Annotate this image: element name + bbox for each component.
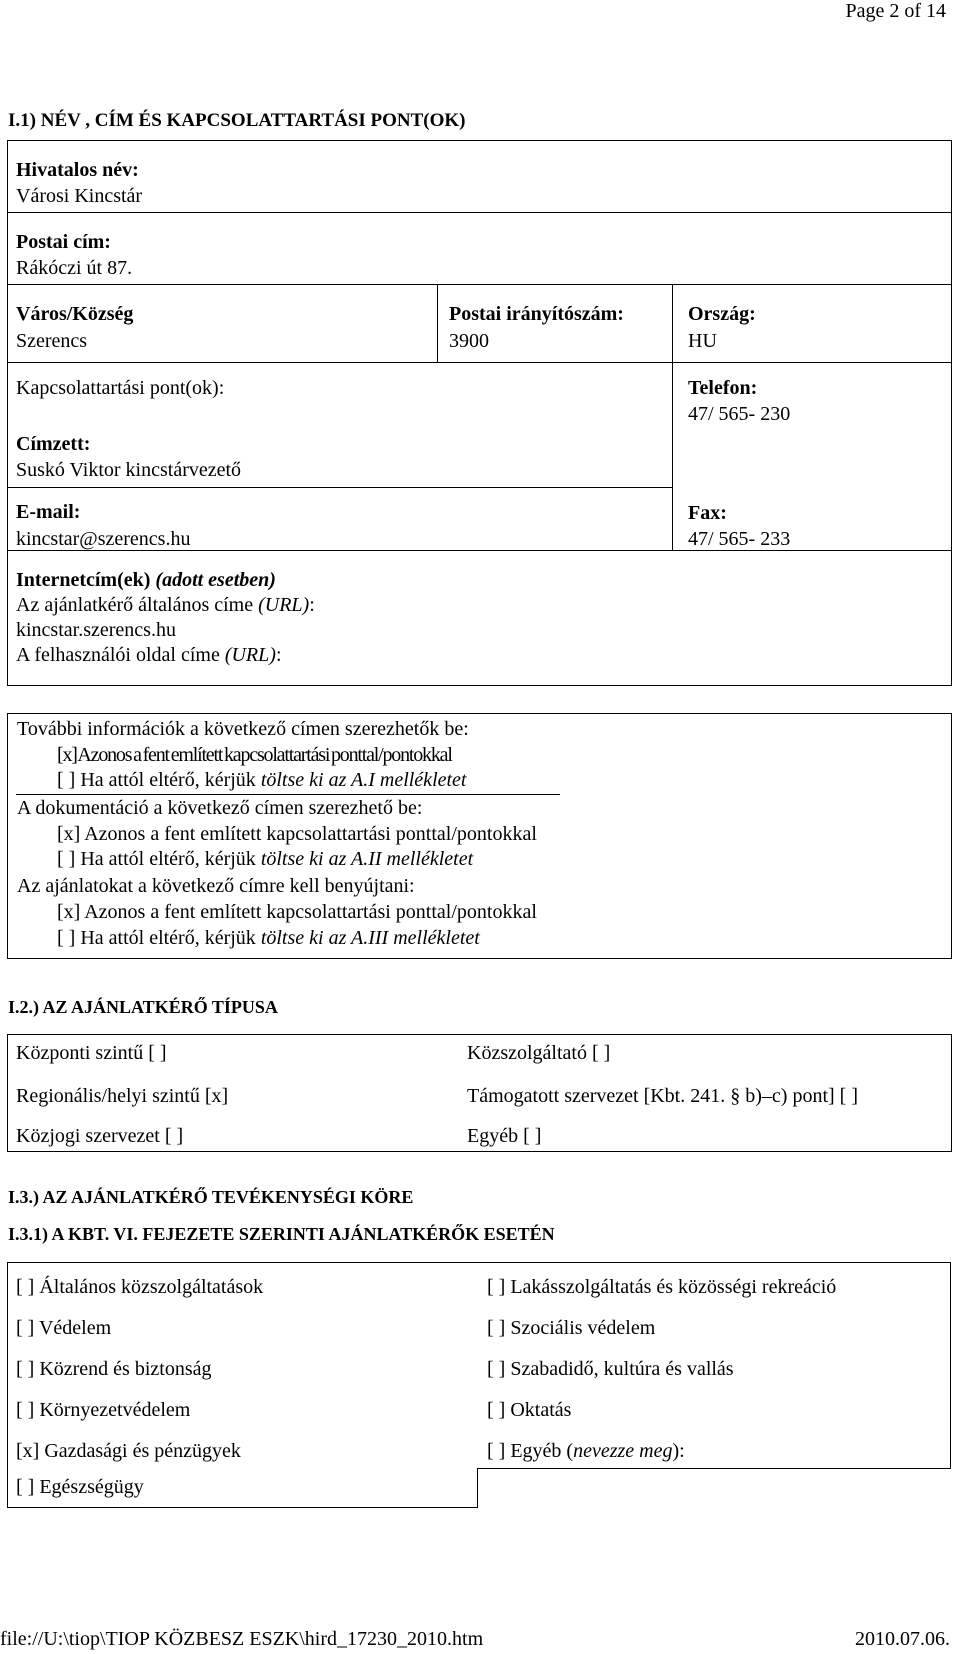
table-divider — [7, 212, 952, 213]
annex-link: töltse ki az A.III mellékletet — [260, 927, 480, 949]
official-name-label: Hivatalos név: — [16, 159, 139, 181]
authority-type-item[interactable]: Támogatott szervezet [Kbt. 241. § b)–c) pont] [ ] — [467, 1085, 858, 1107]
internet-label: Internetcím(ek) — [16, 569, 151, 591]
postal-address: Rákóczi út 87. — [16, 257, 133, 279]
table-divider — [437, 284, 438, 362]
recipient: Suskó Viktor kincstárvezető — [16, 459, 242, 481]
box-border — [477, 1468, 951, 1469]
other-prefix: [ ] Egyéb ( — [487, 1440, 574, 1462]
authority-type-item[interactable]: Egyéb [ ] — [467, 1125, 542, 1147]
contact-points-label: Kapcsolattartási pont(ok): — [16, 377, 225, 399]
activity-item[interactable]: [x] Gazdasági és pénzügyek — [16, 1440, 241, 1462]
email: kincstar@szerencs.hu — [16, 528, 191, 550]
divider — [16, 794, 560, 795]
authority-type-item[interactable]: Központi szintű [ ] — [16, 1042, 167, 1064]
further-info-label: További információk a következő címen szerezhetők be: — [17, 718, 469, 740]
annex-link: töltse ki az A.II mellékletet — [260, 848, 474, 870]
box-border — [7, 1507, 478, 1508]
fax-label: Fax: — [688, 502, 727, 524]
activity-item[interactable]: [ ] Közrend és biztonság — [16, 1358, 212, 1380]
box-border — [7, 1262, 951, 1263]
other-italic: nevezze meg — [573, 1440, 673, 1462]
other-suffix: ): — [672, 1440, 685, 1462]
table-border-top — [7, 140, 952, 141]
annex-link: töltse ki az A.I mellékletet — [260, 769, 467, 791]
other-prefix: [ ] Ha attól eltérő, kérjük — [57, 927, 256, 949]
general-address[interactable]: kincstar.szerencs.hu — [16, 619, 176, 641]
recipient-label: Címzett: — [16, 433, 91, 455]
city-label: Város/Község — [16, 303, 134, 325]
section-subheading: I.3.1) A KBT. VI. FEJEZETE SZERINTI AJÁNLATKÉRŐK ESETÉN — [8, 1224, 555, 1244]
country: HU — [688, 330, 717, 352]
section-heading: I.1) NÉV , CÍM ÉS KAPCSOLATTARTÁSI PONT(OK) — [8, 110, 466, 131]
footer-path: file://U:\tiop\TIOP KÖZBESZ ESZK\hird_17230_2010.htm — [0, 1628, 484, 1650]
activity-item-other[interactable] — [487, 1440, 685, 1463]
activity-item[interactable]: [ ] Oktatás — [487, 1399, 572, 1421]
section-heading: I.2.) AZ AJÁNLATKÉRŐ TÍPUSA — [8, 997, 278, 1017]
page-number: Page 2 of 14 — [845, 0, 946, 22]
email-label: E-mail: — [16, 501, 81, 523]
city: Szerencs — [16, 330, 88, 352]
postcode-label: Postai irányítószám: — [449, 303, 624, 325]
tender-other-option[interactable] — [57, 927, 480, 950]
buyer-profile-label: A felhasználói oldal címe — [16, 644, 220, 666]
activity-item[interactable]: [ ] Védelem — [16, 1317, 112, 1339]
documentation-label: A dokumentáció a következő címen szerezhető be: — [17, 797, 423, 819]
phone-label: Telefon: — [688, 377, 758, 399]
section-heading: I.3.) AZ AJÁNLATKÉRŐ TEVÉKENYSÉGI KÖRE — [8, 1187, 414, 1207]
authority-type-item[interactable]: Közszolgáltató [ ] — [467, 1042, 611, 1064]
table-border-left — [7, 140, 8, 686]
authority-type-item[interactable]: Regionális/helyi szintű [x] — [16, 1085, 229, 1107]
activity-item[interactable]: [ ] Általános közszolgáltatások — [16, 1276, 264, 1298]
other-prefix: [ ] Ha attól eltérő, kérjük — [57, 769, 256, 791]
table-divider — [7, 362, 952, 363]
internet-note: (adott esetben) — [155, 569, 276, 591]
box-border — [950, 1262, 951, 1469]
activity-item[interactable]: [ ] Környezetvédelem — [16, 1399, 191, 1421]
postal-address-label: Postai cím: — [16, 231, 111, 253]
activity-item[interactable]: [ ] Szabadidő, kultúra és vallás — [487, 1358, 734, 1380]
box-border — [7, 1262, 8, 1508]
tender-same-option[interactable]: [x] Azonos a fent említett kapcsolattartási ponttal/pontokkal — [57, 901, 537, 923]
info-other-option[interactable] — [57, 769, 467, 792]
table-border-right — [951, 140, 952, 686]
url-tag: (URL) — [258, 594, 310, 616]
official-name: Városi Kincstár — [16, 185, 143, 207]
activity-item[interactable]: [ ] Lakásszolgáltatás és közösségi rekreáció — [487, 1276, 837, 1298]
other-prefix: [ ] Ha attól eltérő, kérjük — [57, 848, 256, 870]
activity-item[interactable]: [ ] Egészségügy — [16, 1476, 144, 1498]
doc-same-option[interactable]: [x] Azonos a fent említett kapcsolattartási ponttal/pontokkal — [57, 823, 537, 845]
postcode: 3900 — [449, 330, 489, 352]
footer-date: 2010.07.06. — [855, 1628, 950, 1650]
table-divider — [7, 487, 673, 488]
fax: 47/ 565- 233 — [688, 528, 791, 550]
doc-other-option[interactable] — [57, 848, 473, 871]
phone: 47/ 565- 230 — [688, 403, 791, 425]
box-border — [477, 1468, 478, 1508]
country-label: Ország: — [688, 303, 756, 325]
activity-item[interactable]: [ ] Szociális védelem — [487, 1317, 656, 1339]
authority-type-item[interactable]: Közjogi szervezet [ ] — [16, 1125, 184, 1147]
buyer-profile-row: A felhasználói oldal címe (URL): — [16, 644, 282, 666]
internet-heading — [16, 569, 276, 592]
url-tag: (URL) — [224, 644, 276, 666]
general-address-row: Az ajánlatkérő általános címe (URL): — [16, 594, 315, 616]
table-divider — [672, 284, 673, 550]
table-border-bottom — [7, 685, 952, 686]
info-same-option[interactable]: [x] Azonos a fent említett kapcsolattartási ponttal/pontokkal — [57, 744, 452, 766]
table-divider — [7, 284, 952, 285]
general-address-label: Az ajánlatkérő általános címe — [16, 594, 254, 616]
tender-address-label: Az ajánlatokat a következő címre kell benyújtani: — [17, 875, 415, 897]
